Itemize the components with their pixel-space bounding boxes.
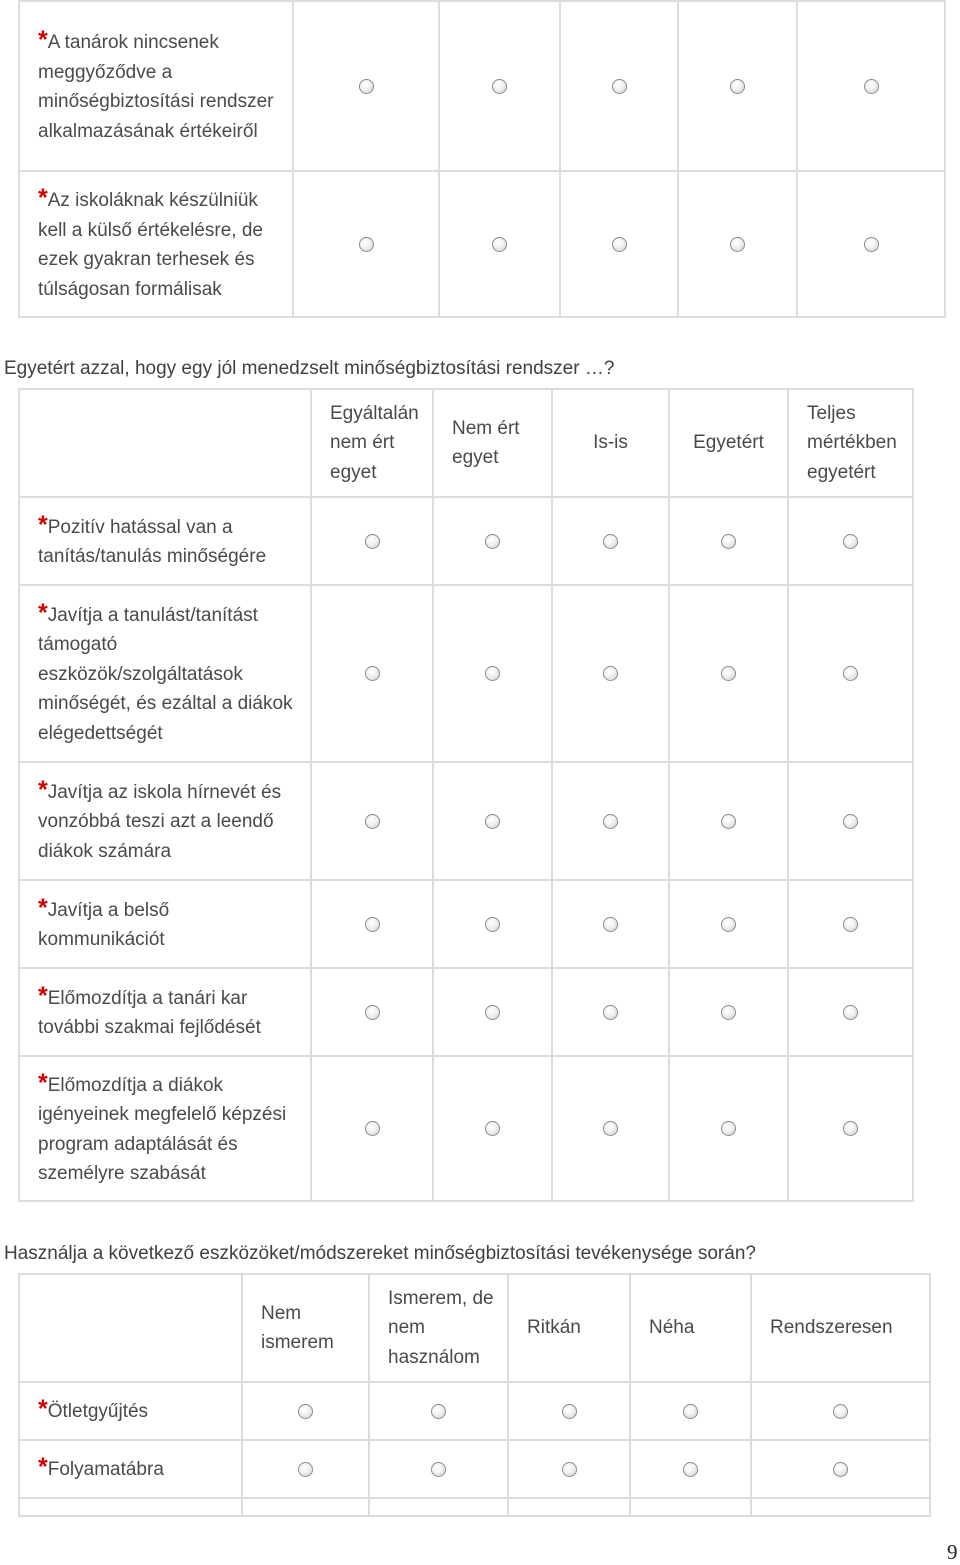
radio-cell [368,1381,507,1439]
radio-button[interactable] [365,814,380,829]
partial-cell [629,1497,750,1517]
radio-cell [551,496,668,584]
radio-button[interactable] [864,237,879,252]
radio-cell [551,879,668,967]
partial-cell [750,1497,931,1517]
radio-button[interactable] [492,237,507,252]
required-marker: * [38,893,48,922]
question-row [18,761,914,879]
radio-button[interactable] [833,1462,848,1477]
radio-cell [432,879,551,967]
question-label: *Ötletgyűjtés [18,1381,241,1439]
radio-cell [796,170,946,318]
radio-button[interactable] [365,1121,380,1136]
question-label: *Előmozdítja a tanári kar további szakmai fejlődését [18,967,310,1055]
radio-cell [507,1381,629,1439]
radio-button[interactable] [721,917,736,932]
radio-cell [559,170,677,318]
partial-cell [368,1497,507,1517]
radio-cell [787,761,914,879]
partial-row [18,1497,931,1517]
question-label: *Javítja a belső kommunikációt [18,879,310,967]
question-label: *Folyamatábra [18,1439,241,1497]
radio-button[interactable] [721,814,736,829]
radio-button[interactable] [492,79,507,94]
agreement-table-1 [18,0,946,318]
radio-cell [787,584,914,761]
required-marker: * [38,981,48,1010]
question-row [18,1055,914,1202]
header-empty-cell [18,388,310,496]
column-header: Ritkán [507,1273,629,1381]
radio-button[interactable] [298,1462,313,1477]
radio-button[interactable] [833,1404,848,1419]
radio-button[interactable] [612,237,627,252]
radio-button[interactable] [843,1005,858,1020]
radio-cell [507,1439,629,1497]
question-row [18,967,914,1055]
radio-cell [310,584,432,761]
radio-button[interactable] [365,1005,380,1020]
radio-cell [432,761,551,879]
question-row [18,584,914,761]
question-row [18,1439,931,1497]
question-label: *Javítja a tanulást/tanítást támogató eszközök/szolgáltatások minőségét, és ezáltal a diákok elégedettségét [18,584,310,761]
radio-cell [668,967,787,1055]
question-row [18,1381,931,1439]
radio-button[interactable] [603,666,618,681]
radio-button[interactable] [485,666,500,681]
header-row [18,388,914,496]
radio-cell [432,496,551,584]
radio-cell [551,967,668,1055]
radio-cell [787,879,914,967]
radio-button[interactable] [298,1404,313,1419]
question-row [18,170,946,318]
question-label: *Pozitív hatással van a tanítás/tanulás minőségére [18,496,310,584]
partial-cell [241,1497,368,1517]
question-row [18,496,914,584]
radio-button[interactable] [721,666,736,681]
header-row [18,1273,931,1381]
radio-cell [551,584,668,761]
radio-button[interactable] [431,1462,446,1477]
column-header: Ismerem, de nem használom [368,1273,507,1381]
radio-cell [310,879,432,967]
required-marker: * [38,184,48,212]
column-header: Teljes mértékben egyetért [787,388,914,496]
question-label: *Az iskoláknak készülniük kell a külső értékelésre, de ezek gyakran terhesek és túlságosan formálisak [18,170,292,318]
column-header: Egyáltalán nem ért egyet [310,388,432,496]
radio-button[interactable] [721,1121,736,1136]
radio-cell [310,1055,432,1202]
radio-cell [292,0,438,170]
radio-button[interactable] [603,917,618,932]
radio-button[interactable] [843,917,858,932]
required-marker: * [38,1395,48,1424]
radio-button[interactable] [431,1404,446,1419]
radio-cell [559,0,677,170]
radio-button[interactable] [365,666,380,681]
column-header: Rendszeresen [750,1273,931,1381]
radio-cell [677,170,796,318]
radio-button[interactable] [485,1121,500,1136]
radio-button[interactable] [843,1121,858,1136]
question-title: Használja a következő eszközöket/módszereket minőségbiztosítási tevékenysége során? [4,1243,756,1264]
radio-button[interactable] [485,917,500,932]
radio-cell [668,879,787,967]
radio-button[interactable] [485,534,500,549]
question-title: Egyetért azzal, hogy egy jól menedzselt minőségbiztosítási rendszer …? [4,358,615,379]
question-label: *A tanárok nincsenek meggyőződve a minőségbiztosítási rendszer alkalmazásának értékeiről [18,0,292,170]
radio-button[interactable] [612,79,627,94]
required-marker: * [38,1068,48,1097]
radio-button[interactable] [864,79,879,94]
radio-button[interactable] [365,534,380,549]
radio-button[interactable] [603,814,618,829]
column-header: Néha [629,1273,750,1381]
radio-button[interactable] [721,1005,736,1020]
radio-button[interactable] [359,237,374,252]
radio-button[interactable] [843,534,858,549]
radio-cell [432,1055,551,1202]
radio-cell [438,170,559,318]
radio-cell [551,1055,668,1202]
radio-button[interactable] [603,534,618,549]
radio-cell [310,496,432,584]
radio-button[interactable] [683,1404,698,1419]
header-empty-cell [18,1273,241,1381]
required-marker: * [38,510,48,539]
radio-button[interactable] [485,814,500,829]
question-label: *Javítja az iskola hírnevét és vonzóbbá teszi azt a leendő diákok számára [18,761,310,879]
radio-cell [629,1439,750,1497]
radio-cell [551,761,668,879]
radio-cell [368,1439,507,1497]
radio-button[interactable] [603,1005,618,1020]
agreement-table-2 [18,388,914,1202]
radio-button[interactable] [603,1121,618,1136]
radio-cell [668,761,787,879]
radio-button[interactable] [843,666,858,681]
radio-cell [750,1381,931,1439]
radio-button[interactable] [562,1462,577,1477]
partial-cell [507,1497,629,1517]
radio-cell [677,0,796,170]
usage-table [18,1273,931,1517]
question-label: *Előmozdítja a diákok igényeinek megfelelő képzési program adaptálását és személyre szabását [18,1055,310,1202]
radio-button[interactable] [359,79,374,94]
partial-cell [18,1497,241,1517]
column-header: Nem ismerem [241,1273,368,1381]
column-header: Egyetért [668,388,787,496]
radio-cell [241,1439,368,1497]
radio-cell [668,584,787,761]
radio-button[interactable] [683,1462,698,1477]
radio-cell [787,496,914,584]
radio-cell [629,1381,750,1439]
required-marker: * [38,1453,48,1482]
radio-cell [241,1381,368,1439]
radio-button[interactable] [365,917,380,932]
radio-cell [668,496,787,584]
radio-button[interactable] [730,237,745,252]
page-number: 9 [947,1540,958,1564]
radio-cell [787,967,914,1055]
column-header: Is-is [551,388,668,496]
radio-cell [750,1439,931,1497]
radio-cell [432,584,551,761]
question-row [18,0,946,170]
radio-button[interactable] [721,534,736,549]
radio-cell [787,1055,914,1202]
radio-cell [310,761,432,879]
required-marker: * [38,775,48,804]
radio-button[interactable] [562,1404,577,1419]
radio-button[interactable] [843,814,858,829]
radio-button[interactable] [485,1005,500,1020]
radio-cell [292,170,438,318]
question-row [18,879,914,967]
radio-button[interactable] [730,79,745,94]
radio-cell [668,1055,787,1202]
column-header: Nem ért egyet [432,388,551,496]
radio-cell [310,967,432,1055]
radio-cell [438,0,559,170]
radio-cell [796,0,946,170]
required-marker: * [38,26,48,54]
required-marker: * [38,598,48,627]
radio-cell [432,967,551,1055]
